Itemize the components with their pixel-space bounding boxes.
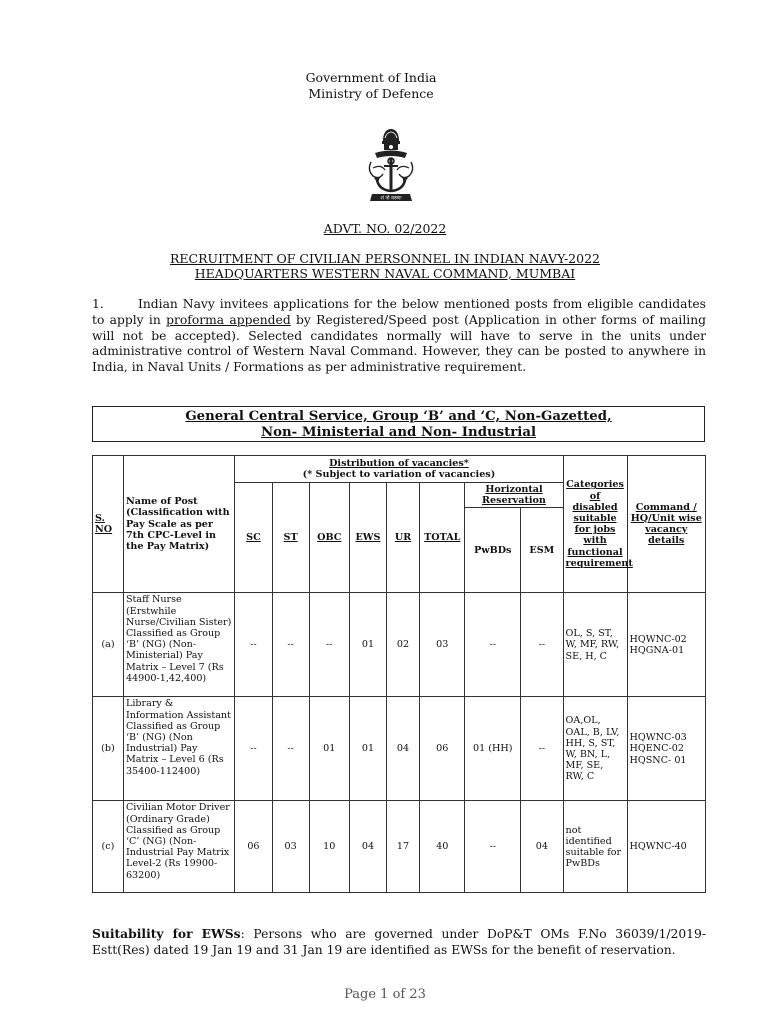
cell-command: HQWNC-40 bbox=[627, 801, 706, 893]
header-total: TOTAL bbox=[420, 483, 465, 593]
header-ur: UR bbox=[387, 483, 420, 593]
cell-categories: not identified suitable for PwBDs bbox=[563, 801, 627, 893]
cell-obc: 01 bbox=[309, 697, 349, 801]
header-esm: ESM bbox=[521, 508, 563, 593]
header-st: ST bbox=[272, 483, 309, 593]
cell-categories: OA,OL, OAL, B, LV, HH, S, ST, W, BN, L, MF, SE, RW, C bbox=[563, 697, 627, 801]
cell-st: -- bbox=[272, 697, 309, 801]
page-number: Page 1 of 23 bbox=[344, 987, 426, 1002]
recruitment-title-line1: RECRUITMENT OF CIVILIAN PERSONNEL IN INDIAN NAVY-2022 bbox=[170, 251, 600, 266]
vacancy-table bbox=[92, 455, 706, 893]
cell-ews: 01 bbox=[349, 593, 386, 697]
header-command: Command / HQ/Unit wise vacancy details bbox=[627, 456, 706, 593]
cell-post-name: Staff Nurse (Erstwhile Nurse/Civilian Sister) Classified as Group ‘B’ (NG) (Non- Ministerial) Pay Matrix – Level 7 (Rs 44900-1,42,400) bbox=[123, 593, 234, 697]
cell-obc: 10 bbox=[309, 801, 349, 893]
cell-esm: -- bbox=[521, 593, 563, 697]
emblem-motto: शं नो वरुणः bbox=[380, 195, 402, 202]
suitability-text: : Persons who are governed under DoP&T OMs F.No 36039/1/2019-Estt(Res) dated 19 Jan 19 and 31 Jan 19 are identified as EWSs for the benefit of reservation. bbox=[92, 927, 706, 957]
intro-paragraph bbox=[92, 297, 706, 376]
group-line1: General Central Service, Group ‘B’ and ‘C, Non-Gazetted, bbox=[185, 409, 612, 424]
group-line2: Non- Ministerial and Non- Industrial bbox=[260, 425, 537, 440]
cell-esm: 04 bbox=[521, 801, 563, 893]
cell-sno: (c) bbox=[93, 801, 124, 893]
intro-text-a: Indian Navy invitees applications for the below mentioned posts from eligible candidates to apply in bbox=[92, 297, 706, 327]
suitability-paragraph bbox=[92, 926, 706, 959]
header-post-name: Name of Post (Classification with Pay Scale as per 7th CPC-Level in the Pay Matrix) bbox=[123, 456, 234, 593]
cell-sno: (a) bbox=[93, 593, 124, 697]
cell-pwbds: -- bbox=[465, 801, 521, 893]
cell-total: 06 bbox=[420, 697, 465, 801]
header-ews: EWS bbox=[349, 483, 386, 593]
ministry-heading: Ministry of Defence bbox=[308, 86, 434, 101]
proforma-link: proforma appended bbox=[166, 312, 291, 327]
table-row bbox=[93, 801, 706, 893]
cell-total: 40 bbox=[420, 801, 465, 893]
header-distribution-note: (* Subject to variation of vacancies) bbox=[302, 469, 496, 480]
cell-ur: 02 bbox=[387, 593, 420, 697]
header-horizontal: Horizontal Reservation bbox=[465, 483, 563, 508]
header-sno: S. NO bbox=[93, 456, 124, 593]
cell-ews: 01 bbox=[349, 697, 386, 801]
cell-pwbds: 01 (HH) bbox=[465, 697, 521, 801]
cell-post-name: Library & Information Assistant Classified as Group ‘B’ (NG) (Non Industrial) Pay Matrix – Level 6 (Rs 35400-112400) bbox=[123, 697, 234, 801]
paragraph-number: 1. bbox=[92, 297, 104, 311]
cell-command: HQWNC-02 HQGNA-01 bbox=[627, 593, 706, 697]
cell-sc: -- bbox=[235, 697, 272, 801]
cell-st: -- bbox=[272, 593, 309, 697]
cell-ews: 04 bbox=[349, 801, 386, 893]
header-pwbds: PwBDs bbox=[465, 508, 521, 593]
group-classification-box bbox=[92, 406, 705, 442]
cell-sno: (b) bbox=[93, 697, 124, 801]
header-categories: Categories of disabled suitable for jobs with functional requirement bbox=[563, 456, 627, 593]
intro-text-b: by Registered/Speed post (Application in other forms of mailing will not be accepted). Selected candidates normally will have to serve in the units under administrative control of Western Naval Command. However, they can be posted to anywhere in India, in Naval Units / Formations as per administrative requirement. bbox=[92, 312, 706, 375]
cell-esm: -- bbox=[521, 697, 563, 801]
cell-post-name: Civilian Motor Driver (Ordinary Grade) Classified as Group ‘C’ (NG) (Non-Industrial Pay Matrix Level-2 (Rs 19900-63200) bbox=[123, 801, 234, 893]
government-heading: Government of India bbox=[305, 70, 437, 85]
advertisement-number: ADVT. NO. 02/2022 bbox=[323, 221, 447, 236]
cell-command: HQWNC-03 HQENC-02 HQSNC- 01 bbox=[627, 697, 706, 801]
cell-pwbds: -- bbox=[465, 593, 521, 697]
table-row bbox=[93, 593, 706, 697]
header-sc: SC bbox=[235, 483, 272, 593]
table-row bbox=[93, 697, 706, 801]
cell-total: 03 bbox=[420, 593, 465, 697]
header-obc: OBC bbox=[309, 483, 349, 593]
suitability-label: Suitability for EWSs bbox=[92, 926, 241, 941]
cell-st: 03 bbox=[272, 801, 309, 893]
cell-categories: OL, S, ST, W, MF, RW, SE, H, C bbox=[563, 593, 627, 697]
header-distribution: Distribution of vacancies* (* Subject to variation of vacancies) bbox=[235, 456, 563, 483]
cell-sc: -- bbox=[235, 593, 272, 697]
cell-ur: 04 bbox=[387, 697, 420, 801]
cell-ur: 17 bbox=[387, 801, 420, 893]
recruitment-title-line2: HEADQUARTERS WESTERN NAVAL COMMAND, MUMBAI bbox=[194, 266, 576, 281]
cell-obc: -- bbox=[309, 593, 349, 697]
navy-crest-emblem bbox=[365, 128, 417, 206]
cell-sc: 06 bbox=[235, 801, 272, 893]
